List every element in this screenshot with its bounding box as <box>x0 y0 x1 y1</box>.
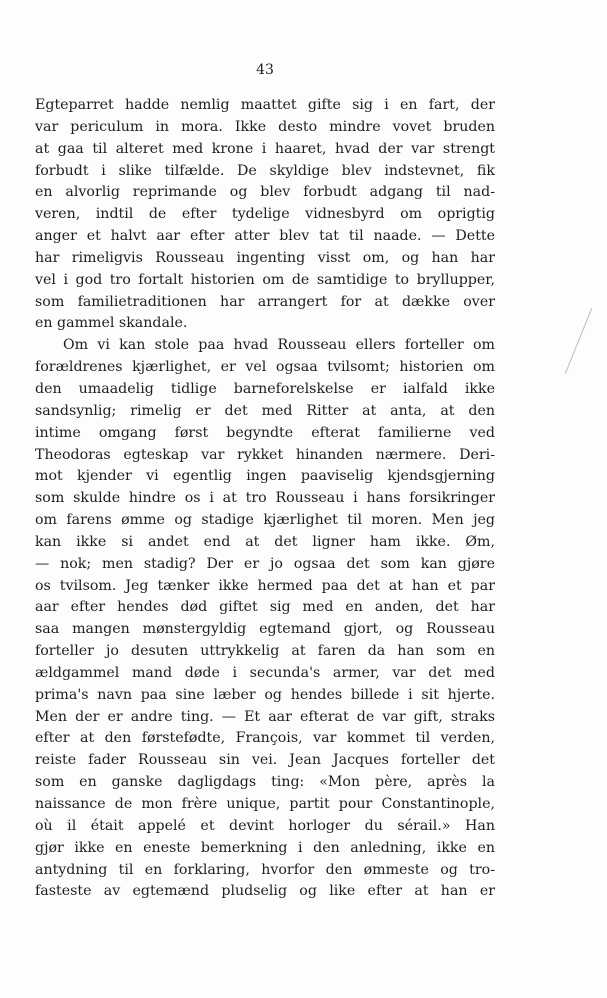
text-line: var periculum in mora. Ikke desto mindre vovet bruden <box>35 118 495 135</box>
body-text <box>35 95 495 903</box>
text-line: aar efter hendes død giftet sig med en anden, det har <box>35 599 495 616</box>
text-line: forbudt i slike tilfælde. De skyldige blev indstevnet, fik <box>35 162 495 179</box>
text-line: intime omgang først begyndte efterat familierne ved <box>35 424 495 441</box>
paragraph-end-line: en gammel skandale. <box>35 315 188 332</box>
margin-pencil-mark <box>565 308 592 373</box>
text-line: om farens ømme og stadige kjærlighet til moren. Men jeg <box>35 512 495 529</box>
text-line: Egteparret hadde nemlig maattet gifte sig i en fart, der <box>35 97 495 113</box>
text-line: efter at den førstefødte, François, var kommet til verden, <box>35 730 495 747</box>
text-line: saa mangen mønstergyldig egtemand gjort, og Rousseau <box>35 621 495 638</box>
text-line: os tvilsom. Jeg tænker ikke hermed paa det at han et par <box>35 577 495 594</box>
text-line: sandsynlig; rimelig er det med Ritter at anta, at den <box>35 402 495 419</box>
text-line: den umaadelig tidlige barneforelskelse er ialfald ikke <box>35 380 495 397</box>
page-number: 43 <box>256 62 274 78</box>
text-line: gjør ikke en eneste bemerkning i den anledning, ikke en <box>35 839 495 856</box>
text-line: naissance de mon frère unique, partit pour Constantinople, <box>35 796 495 812</box>
text-line: Theodoras egteskap var rykket hinanden nærmere. Deri- <box>35 446 495 463</box>
text-line: har rimeligvis Rousseau ingenting visst om, og han har <box>35 249 495 266</box>
text-line: reiste fader Rousseau sin vei. Jean Jacques forteller det <box>35 752 495 769</box>
text-line: som skulde hindre os i at tro Rousseau i hans forsikringer <box>35 490 495 507</box>
text-line: forældrenes kjærlighet, er vel ogsaa tvilsomt; historien om <box>35 359 495 376</box>
text-line: at gaa til alteret med krone i haaret, hvad der var strengt <box>35 140 495 157</box>
text-line: — nok; men stadig? Der er jo ogsaa det som kan gjøre <box>35 555 495 572</box>
text-line: anger et halvt aar efter atter blev tat til naade. — Dette <box>35 228 495 245</box>
text-line: som en ganske dagligdags ting: «Mon père, après la <box>35 774 495 791</box>
text-line: kan ikke si andet end at det ligner ham ikke. Øm, <box>35 533 495 550</box>
text-line: forteller jo desuten uttrykkelig at faren da han som en <box>35 643 495 660</box>
text-line: vel i god tro fortalt historien om de samtidige to bryllupper, <box>35 271 495 288</box>
text-line: fasteste av egtemænd pludselig og like efter at han er <box>35 883 495 900</box>
text-line: antydning til en forklaring, hvorfor den ømmeste og tro- <box>35 861 495 878</box>
text-line: mot kjender vi egentlig ingen paaviselig kjendsgjerning <box>35 468 495 485</box>
text-line: som familietraditionen har arrangert for at dække over <box>35 293 495 310</box>
paragraph-start-line: Om vi kan stole paa hvad Rousseau ellers forteller om <box>63 337 495 354</box>
text-line: veren, indtil de efter tydelige vidnesbyrd om oprigtig <box>35 206 495 223</box>
text-line: où il était appelé et devint horloger du sérail.» Han <box>35 817 495 834</box>
text-line: prima's navn paa sine læber og hendes billede i sit hjerte. <box>35 686 495 703</box>
text-line: en alvorlig reprimande og blev forbudt adgang til nad- <box>35 184 495 201</box>
text-line: ældgammel mand døde i secunda's armer, var det med <box>35 664 495 681</box>
text-line: Men der er andre ting. — Et aar efterat de var gift, straks <box>35 708 495 725</box>
